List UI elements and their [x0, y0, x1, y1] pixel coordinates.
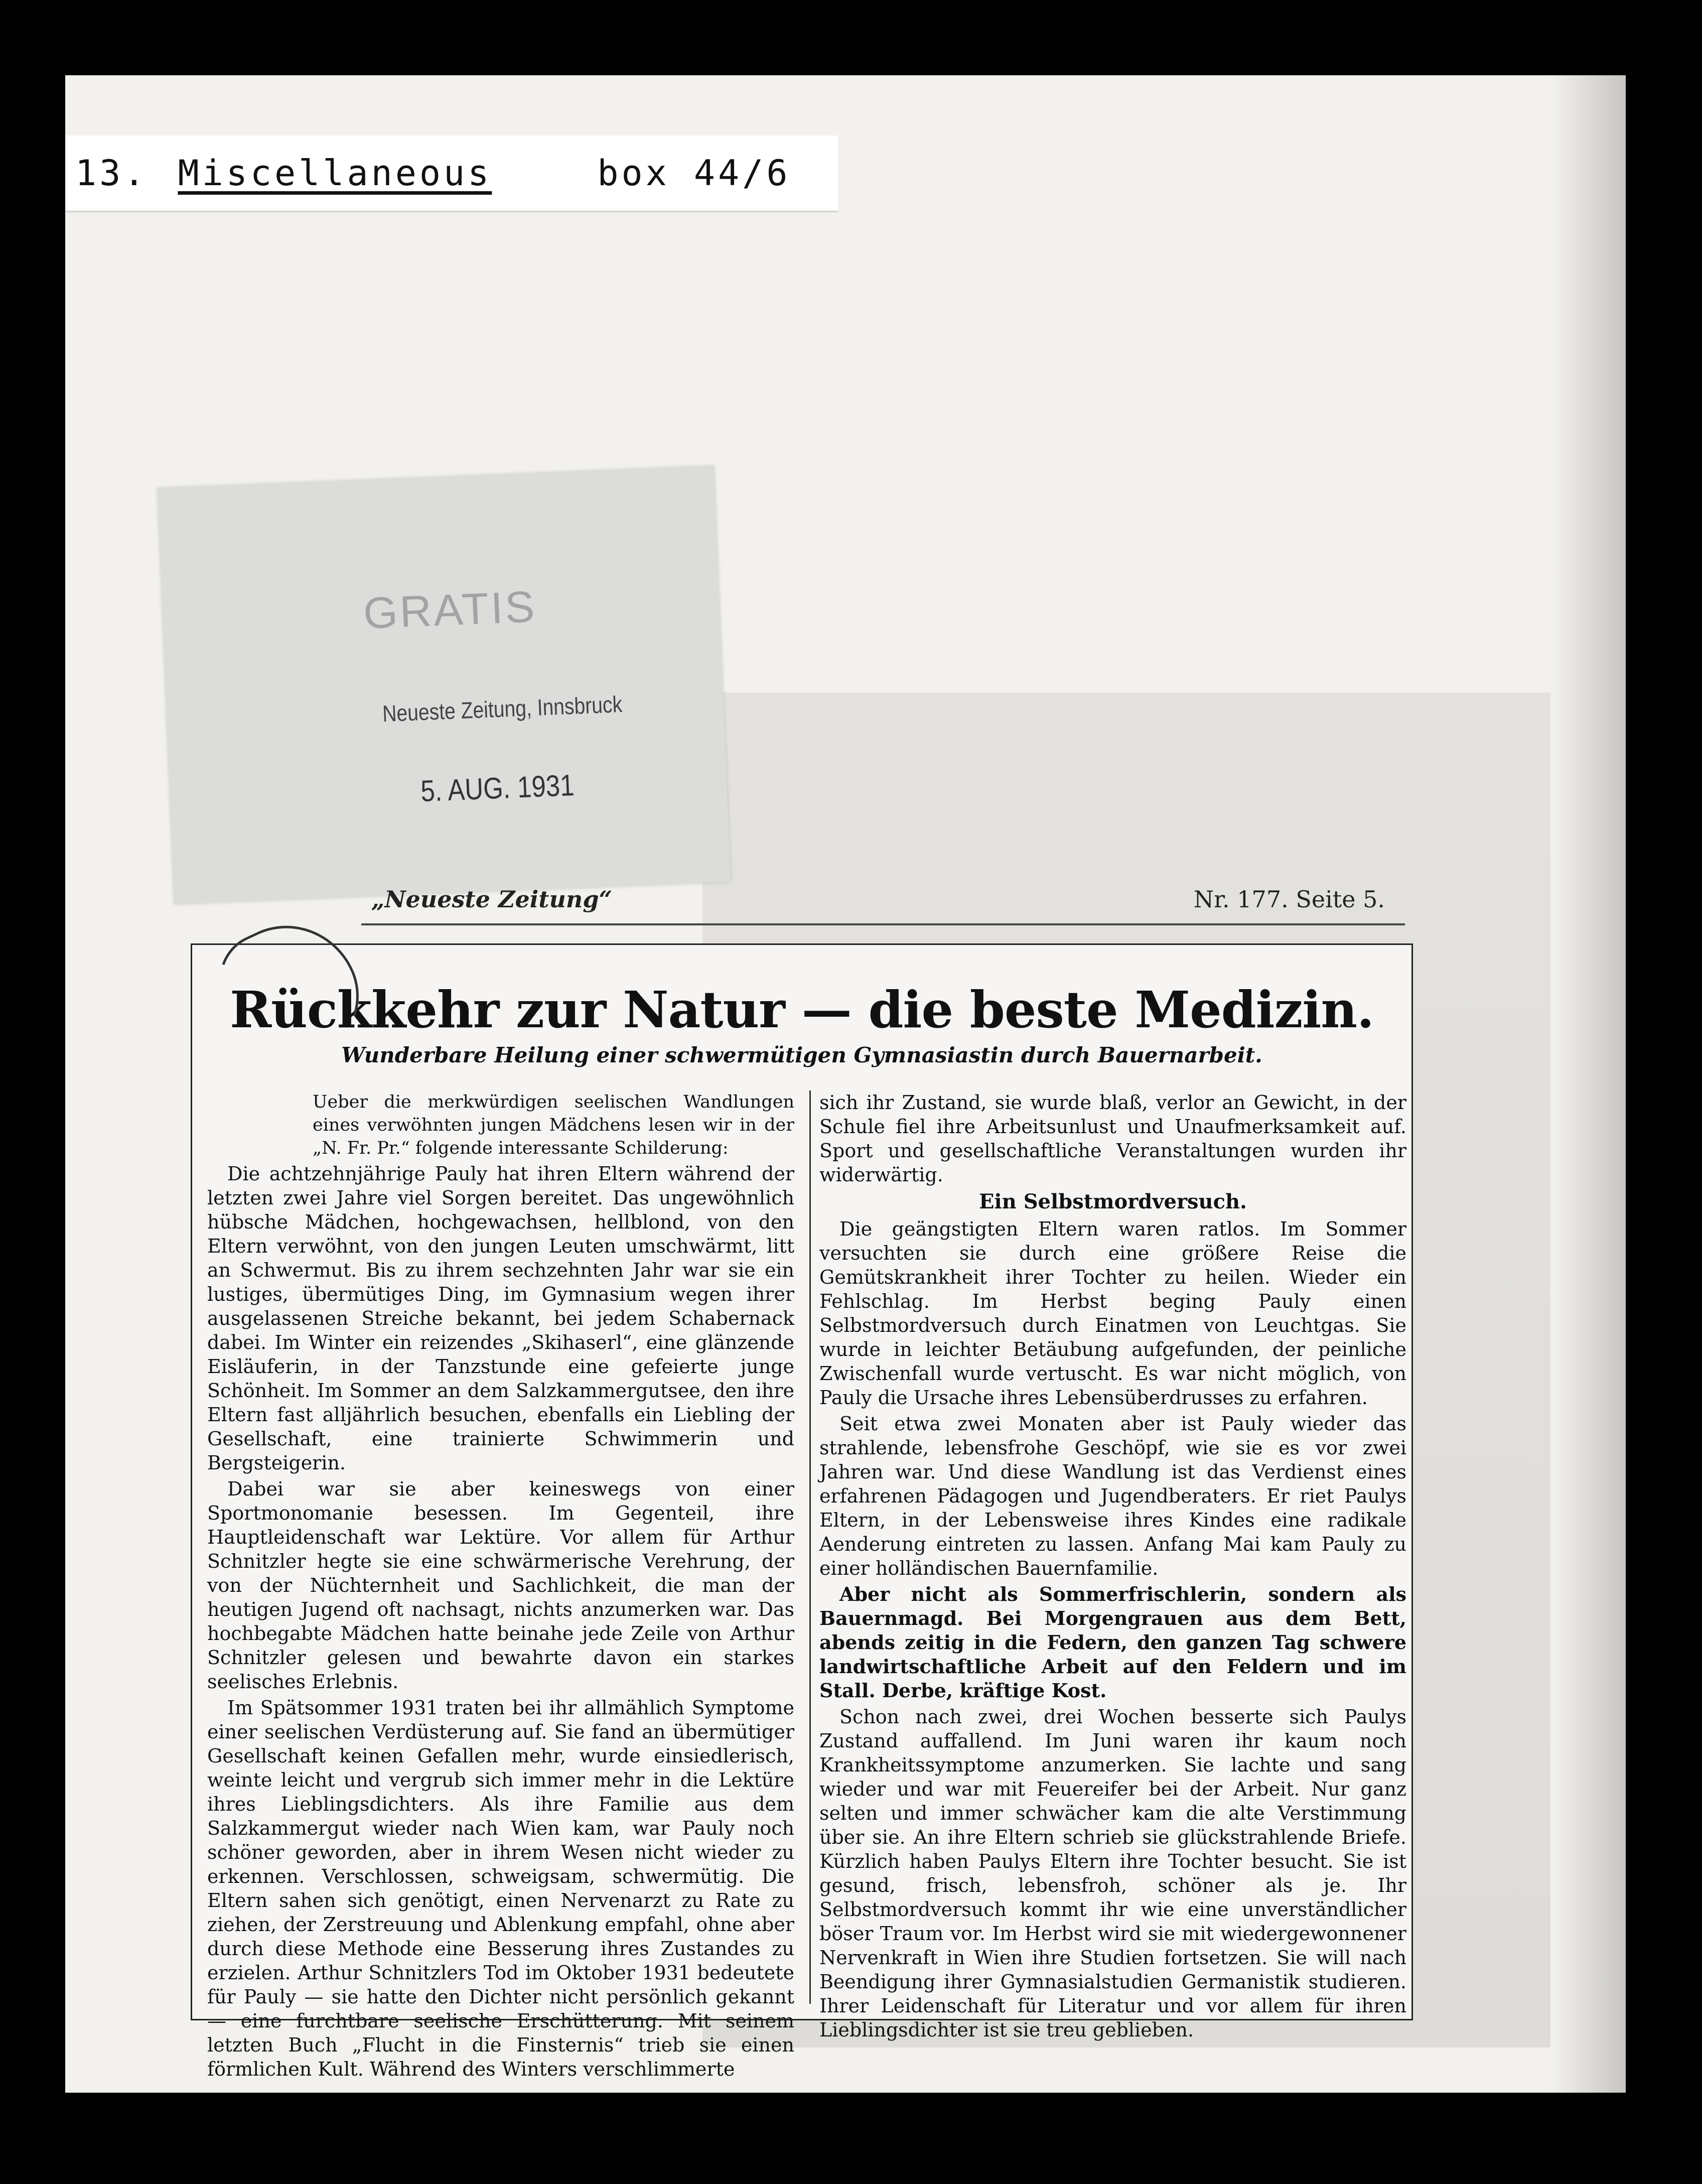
stamp-newspaper-name: Neueste Zeitung, Innsbruck	[382, 691, 623, 727]
article-bold-paragraph: Aber nicht als Sommerfrischlerin, sondern als Bauernmagd. Bei Morgengrauen aus dem Bett, abends zeitig in die Federn, den ganzen Tag schwere landwirtschaftliche Arbeit auf den Feldern und im Stall. Derbe, kräftige Kost.	[819, 1583, 1406, 1702]
article-paragraph: Die achtzehnjährige Pauly hat ihren Eltern während der letzten zwei Jahre viel Sorgen bereitet. Das ungewöhnlich hübsche Mädchen, hochgewachsen, hellblond, von den Eltern verwöhnt, von den jungen Leuten umschwärmt, litt an Schwermut. Bis zu ihrem sechzehnten Jahr war sie ein lustiges, übermütiges Ding, im Gymnasium wegen ihrer ausgelassenen Streiche bekannt, bei jedem Schabernack dabei. Im Winter ein reizendes „Skihaserl“, eine glänzende Eisläuferin, in der Tanzstunde eine gefeierte junge Schönheit. Im Sommer an dem Salzkammergutsee, den ihre Eltern fast alljährlich besuchen, ebenfalls ein Liebling der Gesellschaft, eine trainierte Schwimmerin und Bergsteigerin.	[207, 1163, 794, 1474]
newspaper-name: „Neueste Zeitung“	[371, 886, 612, 913]
article-column-left	[207, 1090, 794, 2083]
clipping-masthead-line	[371, 886, 1395, 921]
label-box: box 44/6	[597, 153, 791, 194]
article-paragraph: Seit etwa zwei Monaten aber ist Pauly wieder das strahlende, lebensfrohe Geschöpf, wie sie es vor zwei Jahren war. Und diese Wandlung ist das Verdienst eines erfahrenen Pädagogen und Jugendberaters. Er riet Paulys Eltern, in der Lebensweise ihres Kindes eine radikale Aenderung eintreten zu lassen. Anfang Mai kam Pauly zu einer holländischen Bauernfamilie.	[819, 1413, 1406, 1579]
gratis-stamp: GRATIS	[362, 581, 537, 638]
article-paragraph: sich ihr Zustand, sie wurde blaß, verlor an Gewicht, in der Schule fiel ihre Arbeitsunlust und Unaufmerksamkeit auf. Sport und gesellschaftliche Veranstaltungen wurden ihr widerwärtig.	[819, 1091, 1406, 1186]
issue-page-reference: Nr. 177. Seite 5.	[1193, 886, 1385, 913]
archive-label-strip	[65, 135, 838, 212]
label-category: Miscellaneous	[178, 153, 492, 194]
article-paragraph: Dabei war sie aber keineswegs von einer Sportmonomanie besessen. Im Gegenteil, ihre Hauptleidenschaft war Lektüre. Vor allem für Arthur Schnitzler hegte sie eine schwärmerische Verehrung, der von der Nüchternheit und Sachlichkeit, die man der heutigen Jugend oft nachsagt, nichts anzumerken war. Das hochbegabte Mädchen hatte beinahe jede Zeile von Arthur Schnitzler gelesen und bewahrte davon ein starkes seelisches Erlebnis.	[207, 1478, 794, 1693]
article-paragraph: Im Spätsommer 1931 traten bei ihr allmählich Symptome einer seelischen Verdüsterung auf. Sie fand an übermütiger Gesellschaft keinen Gefallen mehr, wurde einsiedlerisch, weinte leicht und vergrub sich immer mehr in die Lektüre ihres Lieblingsdichters. Als ihre Familie aus dem Salzkammergut wieder nach Wien kam, war Pauly noch schöner geworden, aber in ihrem Wesen nicht wieder zu erkennen. Verschlossen, schweigsam, schwermütig. Die Eltern sahen sich genötigt, einen Nervenarzt zu Rate zu ziehen, der Zerstreuung und Ablenkung empfahl, ohne aber durch diese Methode eine Besserung ihres Zustandes zu erzielen. Arthur Schnitzlers Tod im Oktober 1931 bedeutete für Pauly — sie hatte den Dichter nicht persönlich gekannt — eine furchtbare seelische Erschütterung. Mit seinem letzten Buch „Flucht in die Finsternis“ trieb sie einen förmlichen Kult. Während des Winters verschlimmerte	[207, 1697, 794, 2080]
sheet-edge-shadow	[1550, 75, 1626, 2093]
label-number: 13.	[75, 153, 148, 194]
newspaper-clipping	[191, 943, 1413, 2080]
column-divider	[809, 1090, 811, 2004]
stamp-date: 5. AUG. 1931	[420, 768, 575, 808]
article-paragraph: Schon nach zwei, drei Wochen besserte sich Paulys Zustand auffallend. Im Juni waren ihr kaum noch Krankheitssymptome anzumerken. Sie lachte und sang wieder und war mit Feuereifer bei der Arbeit. Nur ganz selten und immer schwächer kam die alte Verstimmung über sie. An ihre Eltern schrieb sie glückstrahlende Briefe. Kürzlich haben Paulys Eltern ihre Tochter besucht. Sie ist gesund, frisch, lebensfroh, schöner als je. Ihr Selbstmordversuch kommt ihr wie eine unverständlicher böser Traum vor. Im Herbst wird sie mit wiedergewonnener Nervenkraft in Wien ihre Studien fortsetzen. Sie will nach Beendigung ihrer Gymnasialstudien Germanistik studieren. Ihrer Leidenschaft für Literatur und vor allem für ihren Lieblingsdichter ist sie treu geblieben.	[819, 1706, 1406, 2041]
masthead-rule	[361, 923, 1405, 925]
article-headline: Rückkehr zur Natur — die beste Medizin.	[230, 980, 1374, 1039]
section-heading: Ein Selbstmordversuch.	[979, 1190, 1247, 1213]
article-paragraph: Die geängstigten Eltern waren ratlos. Im Sommer versuchten sie durch eine größere Reise die Gemütskrankheit ihrer Tochter zu heilen. Wieder ein Fehlschlag. Im Herbst beging Pauly einen Selbstmordversuch durch Einatmen von Leuchtgas. Sie wurde in leichter Betäubung aufgefunden, der peinliche Zwischenfall wurde vertuscht. Es war nicht möglich, von Pauly die Ursache ihres Lebensüberdrusses zu erfahren.	[819, 1218, 1406, 1409]
article-column-right	[819, 1090, 1406, 2044]
press-clipping-stamp-slip	[158, 466, 731, 904]
article-intro: Ueber die merkwürdigen seelischen Wandlungen eines verwöhnten jungen Mädchens lesen wir in der „N. Fr. Pr.“ folgende interessante Schilderung:	[313, 1092, 794, 1158]
article-subheadline: Wunderbare Heilung einer schwermütigen Gymnasiastin durch Bauernarbeit.	[341, 1043, 1262, 1067]
